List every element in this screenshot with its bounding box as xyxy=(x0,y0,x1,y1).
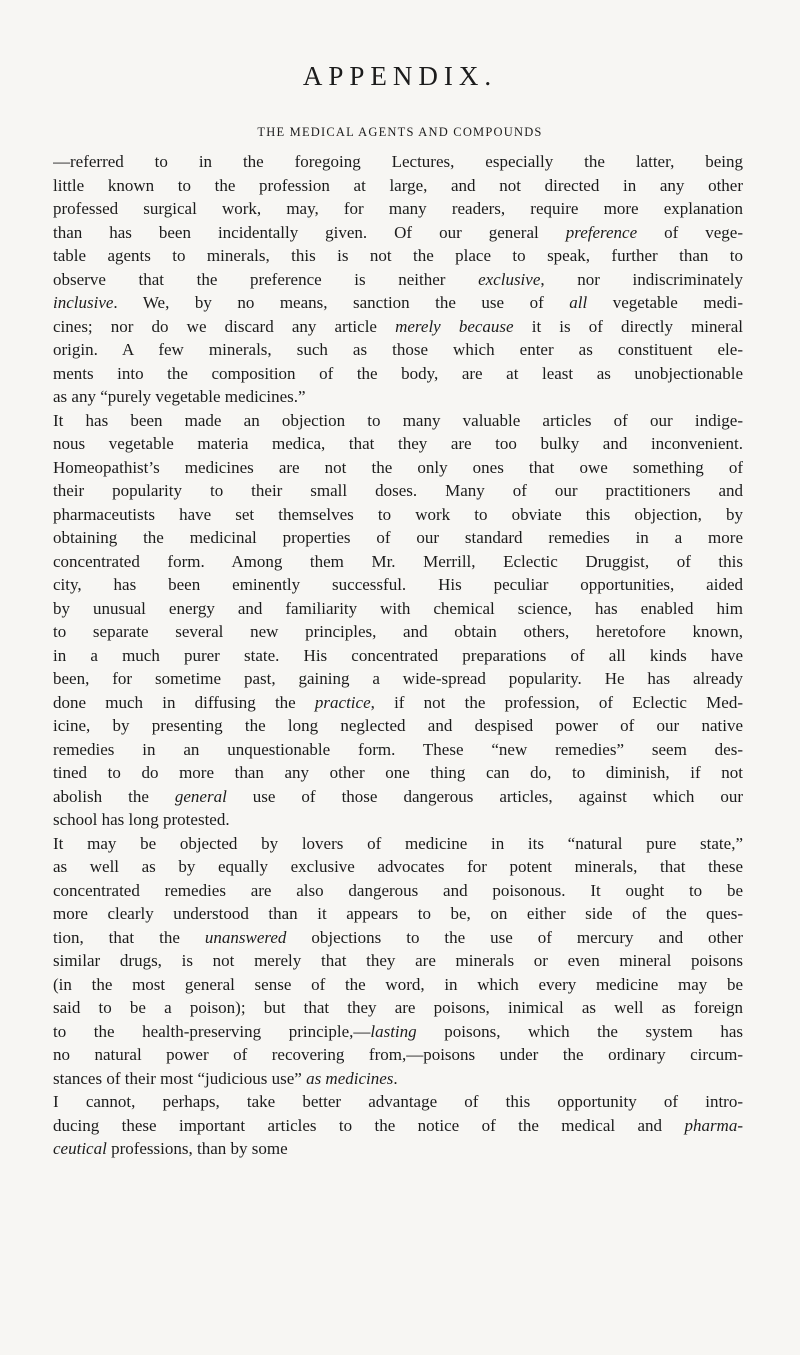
text-line xyxy=(53,855,743,879)
text-segment: pharmaceutists have set themselves to work to obviate this objection, by xyxy=(53,504,743,524)
text-segment: objections to the use of mercury and other xyxy=(286,927,743,947)
text-line xyxy=(53,832,743,856)
text-segment: (in the most general sense of the word, in which every medicine may be xyxy=(53,974,743,994)
text-line xyxy=(53,879,743,903)
text-line xyxy=(53,174,743,198)
text-segment: tined to do more than any other one thing can do, to diminish, if not xyxy=(53,763,743,782)
text-line xyxy=(53,667,743,691)
text-line xyxy=(53,1043,743,1067)
italic-text: lasting xyxy=(370,1021,417,1041)
text-line xyxy=(53,221,743,245)
text-line xyxy=(53,573,743,597)
text-segment: It has been made an objection to many valuable articles of our indige- xyxy=(53,410,743,430)
text-segment: professed surgical work, may, for many readers, require more explanation xyxy=(53,199,743,218)
text-line xyxy=(53,714,743,738)
text-segment: been, for sometime past, gaining a wide-spread popularity. He has already xyxy=(53,669,743,688)
text-segment: no natural power of recovering from,—poisons under the ordinary circum- xyxy=(53,1045,743,1064)
text-segment: city, has been eminently successful. His peculiar opportunities, aided xyxy=(53,575,743,594)
text-segment: origin. A few minerals, such as those which enter as constituent ele- xyxy=(53,340,743,359)
text-segment: by unusual energy and familiarity with chemical science, has enabled him xyxy=(53,598,743,618)
text-segment: . We, by no means, sanction the use of xyxy=(113,293,570,312)
italic-text: general xyxy=(174,786,227,806)
text-segment: it is of directly mineral xyxy=(513,316,743,336)
body-text xyxy=(53,150,743,1161)
text-segment: similar drugs, is not merely that they are minerals or even mineral poisons xyxy=(53,951,743,970)
text-segment: I cannot, perhaps, take better advantage of this opportunity of intro- xyxy=(53,1092,743,1111)
text-line xyxy=(53,479,743,503)
text-line xyxy=(53,526,743,550)
text-line xyxy=(53,996,743,1020)
text-segment: than has been incidentally given. Of our general xyxy=(53,222,566,242)
italic-text: practice xyxy=(314,692,371,712)
text-segment: their popularity to their small doses. Many of our practitioners and xyxy=(53,481,743,500)
text-line xyxy=(53,1067,743,1091)
text-line xyxy=(53,785,743,809)
text-segment: , nor indiscriminately xyxy=(540,269,743,289)
text-segment: concentrated remedies are also dangerous and poisonous. It ought to be xyxy=(53,880,743,900)
text-segment: . xyxy=(393,1068,398,1088)
text-line xyxy=(53,456,743,480)
text-line xyxy=(53,550,743,574)
text-segment: abolish the xyxy=(53,786,175,806)
italic-text: exclusive xyxy=(478,269,541,289)
text-segment: ments into the composition of the body, are at least as unobjectionable xyxy=(53,363,743,383)
text-segment: vegetable medi- xyxy=(587,293,743,312)
text-line xyxy=(53,1090,743,1114)
text-segment: concentrated form. Among them Mr. Merrill, Eclectic Druggist, of this xyxy=(53,551,743,571)
text-line xyxy=(53,1137,743,1161)
text-segment: stances of their most “judicious use” xyxy=(53,1068,307,1088)
text-line xyxy=(53,973,743,997)
italic-text: as medicines xyxy=(306,1068,394,1088)
text-segment: done much in diffusing the xyxy=(53,692,315,712)
text-line xyxy=(53,926,743,950)
text-line xyxy=(53,1114,743,1138)
text-line xyxy=(53,409,743,433)
text-segment: table agents to minerals, this is not the place to speak, further than to xyxy=(53,246,743,265)
text-segment: remedies in an unquestionable form. These “new remedies” seem des- xyxy=(53,739,743,759)
text-line xyxy=(53,644,743,668)
text-segment: Homeopathist’s medicines are not the only ones that owe something of xyxy=(53,457,743,477)
text-segment: in a much purer state. His concentrated preparations of all kinds have xyxy=(53,645,743,665)
text-segment: poisons, which the system has xyxy=(416,1021,743,1041)
text-segment: to separate several new principles, and obtain others, heretofore known, xyxy=(53,622,743,641)
appendix-heading: APPENDIX. xyxy=(302,61,498,91)
section-subheading: THE MEDICAL AGENTS AND COMPOUNDS xyxy=(257,125,543,139)
text-line xyxy=(53,949,743,973)
text-segment: cines; nor do we discard any article xyxy=(53,316,396,336)
text-line xyxy=(53,503,743,527)
text-segment: , if not the profession, of Eclectic Med- xyxy=(370,692,743,712)
text-line xyxy=(53,338,743,362)
text-segment: more clearly understood than it appears to be, on either side of the ques- xyxy=(53,904,743,923)
text-segment: as well as by equally exclusive advocates for potent minerals, that these xyxy=(53,857,743,876)
text-line xyxy=(53,691,743,715)
text-segment: It may be objected by lovers of medicine in its “natural pure state,” xyxy=(53,833,743,853)
text-line xyxy=(53,197,743,221)
text-segment: obtaining the medicinal properties of our standard remedies in a more xyxy=(53,528,743,547)
text-line xyxy=(53,761,743,785)
italic-text: unanswered xyxy=(204,927,287,947)
text-segment: icine, by presenting the long neglected and despised power of our native xyxy=(53,716,743,735)
text-line xyxy=(53,738,743,762)
text-segment: nous vegetable materia medica, that they are too bulky and inconvenient. xyxy=(53,434,743,453)
text-segment: said to be a poison); but that they are poisons, inimical as well as foreign xyxy=(53,998,743,1017)
text-line xyxy=(53,597,743,621)
text-line xyxy=(53,902,743,926)
text-line xyxy=(53,385,743,409)
text-line xyxy=(53,432,743,456)
text-segment: tion, that the xyxy=(53,927,205,947)
italic-text: all xyxy=(569,293,588,312)
italic-text: preference xyxy=(565,222,638,242)
text-line xyxy=(53,150,743,174)
italic-text: pharma- xyxy=(684,1115,743,1135)
text-line xyxy=(53,268,743,292)
text-line xyxy=(53,362,743,386)
text-segment: observe that the preference is neither xyxy=(53,269,479,289)
text-line xyxy=(53,291,743,315)
text-segment: to the health-preserving principle,— xyxy=(53,1021,371,1041)
text-segment: ducing these important articles to the notice of the medical and xyxy=(53,1115,685,1135)
text-segment: school has long protested. xyxy=(53,810,230,829)
text-segment: of vege- xyxy=(637,222,743,242)
italic-text: merely because xyxy=(395,316,514,336)
text-segment: as any “purely vegetable medicines.” xyxy=(53,387,306,406)
text-line xyxy=(53,620,743,644)
text-line xyxy=(53,244,743,268)
text-segment: professions, than by some xyxy=(106,1139,288,1158)
text-segment: little known to the profession at large, and not directed in any other xyxy=(53,175,743,195)
text-line xyxy=(53,1020,743,1044)
text-line xyxy=(53,808,743,832)
italic-text: ceutical xyxy=(53,1139,107,1158)
text-segment: —referred to in the foregoing Lectures, especially the latter, being xyxy=(53,152,743,171)
text-line xyxy=(53,315,743,339)
text-segment: use of those dangerous articles, against which our xyxy=(226,786,743,806)
italic-text: inclusive xyxy=(53,293,114,312)
